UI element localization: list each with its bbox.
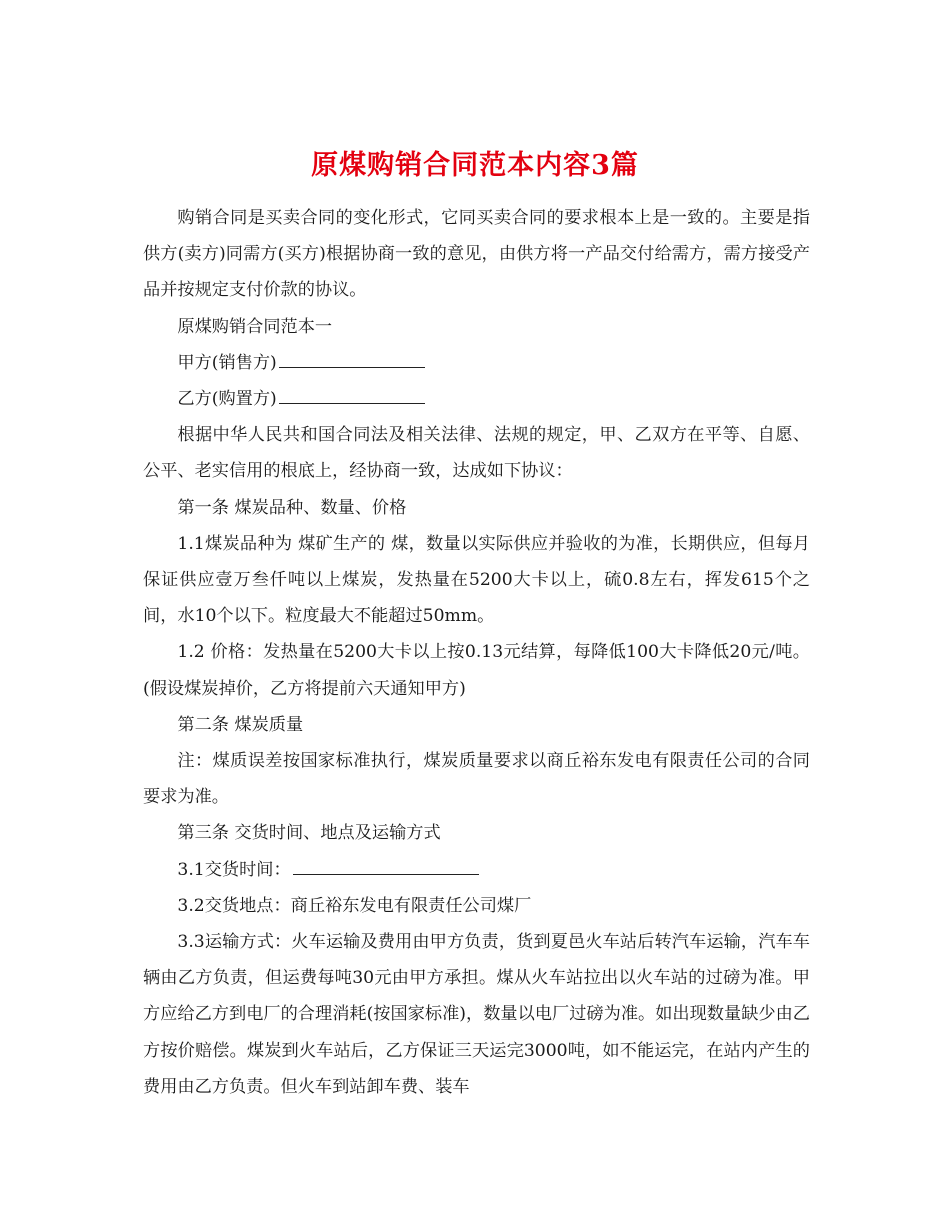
clause-3-3: 3.3运输方式：火车运输及费用由甲方负责，货到夏邑火车站后转汽车运输，汽车车辆由乙方负责，但运费每吨30元由甲方承担。煤从火车站拉出以火车站的过磅为准。甲方应给乙方到电厂的合理消耗(按国家标准)，数量以电厂过磅为准。如出现数量缺少由乙方按价赔偿。煤炭到火车站后，乙方保证三天运完3000吨，如不能运完，在站内产生的费用由乙方负责。但火车到站卸车费、装车 xyxy=(143,932,810,1097)
document-title: 原煤购销合同范本内容3篇 xyxy=(311,150,639,182)
clause-3-2: 3.2交货地点：商丘裕东发电有限责任公司煤厂 xyxy=(177,895,532,916)
clause-3-1-label: 3.1交货时间： xyxy=(177,859,291,880)
party-a-blank xyxy=(279,347,425,368)
document-body xyxy=(143,200,810,1105)
party-b-label: 乙方(购置方) xyxy=(177,389,277,410)
quality-note: 注：煤质误差按国家标准执行，煤炭质量要求以商丘裕东发电有限责任公司的合同要求为准。 xyxy=(143,751,810,808)
delivery-time-blank xyxy=(293,854,479,875)
party-b-line xyxy=(143,381,810,417)
party-a-line xyxy=(143,345,810,381)
clause-3-1-line xyxy=(143,852,810,888)
party-b-blank xyxy=(279,383,425,404)
article-1-heading: 第一条 煤炭品种、数量、价格 xyxy=(177,497,407,518)
party-a-label: 甲方(销售方) xyxy=(177,352,277,373)
clause-1-1: 1.1煤炭品种为 煤矿生产的 煤，数量以实际供应并验收的为准，长期供应，但每月保证供应壹万叁仟吨以上煤炭，发热量在5200大卡以上，硫0.8左右，挥发615个之间，水10个以下。粒度最大不能超过50mm。 xyxy=(143,533,810,627)
legal-basis-paragraph: 根据中华人民共和国合同法及相关法律、法规的规定，甲、乙双方在平等、自愿、公平、老实信用的根底上，经协商一致，达成如下协议： xyxy=(143,425,810,482)
intro-paragraph: 购销合同是买卖合同的变化形式，它同买卖合同的要求根本上是一致的。主要是指供方(卖方)同需方(买方)根据协商一致的意见，由供方将一产品交付给需方，需方接受产品并按规定支付价款的协议。 xyxy=(143,208,810,301)
article-2-heading: 第二条 煤炭质量 xyxy=(177,714,304,735)
clause-1-2: 1.2 价格：发热量在5200大卡以上按0.13元结算，每降低100大卡降低20元/吨。(假设煤炭掉价，乙方将提前六天通知甲方) xyxy=(143,642,810,699)
article-3-heading: 第三条 交货时间、地点及运输方式 xyxy=(177,823,441,844)
contract-heading: 原煤购销合同范本一 xyxy=(177,316,333,337)
